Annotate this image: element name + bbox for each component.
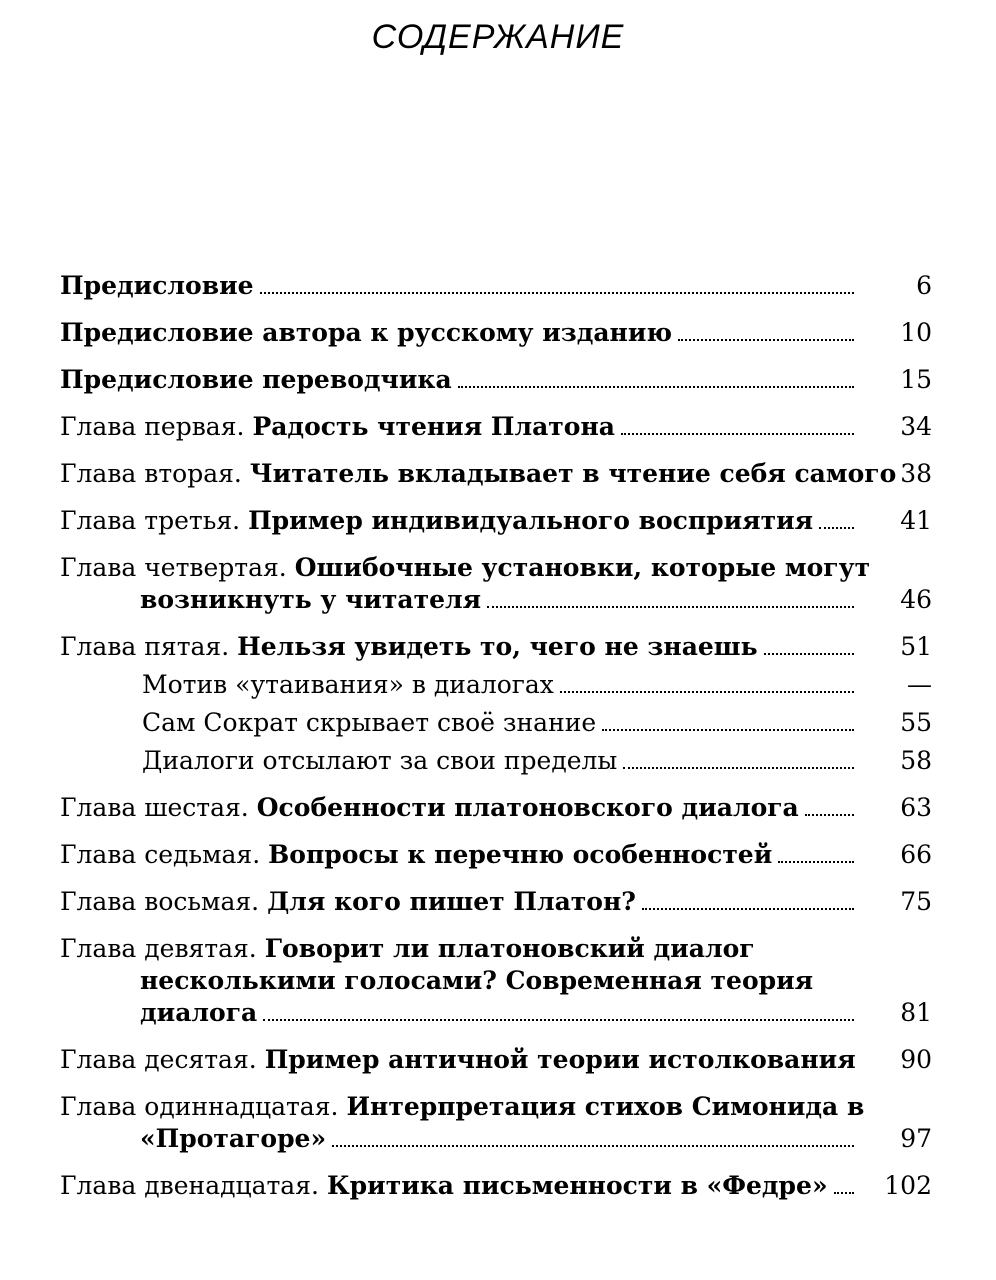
entry-title: Вопросы к перечню особенностей — [268, 840, 773, 869]
toc-entry-line — [142, 707, 858, 739]
toc-entry[interactable] — [60, 839, 932, 871]
page-title: СОДЕРЖАНИЕ — [371, 18, 625, 56]
entry-title: диалога — [140, 998, 258, 1027]
toc-entry-line — [60, 270, 858, 302]
toc-entry[interactable] — [60, 317, 932, 349]
page-number: 46 — [900, 585, 932, 614]
entry-title: Критика письменности в «Федре» — [326, 1171, 828, 1200]
entry-title: Интерпретация стихов Симонида в — [346, 1092, 865, 1121]
toc-entry-line — [60, 1044, 858, 1076]
page-number: 97 — [900, 1124, 932, 1153]
dot-leader — [602, 728, 854, 731]
dot-leader — [678, 338, 854, 341]
dot-leader — [834, 1191, 854, 1194]
dot-leader — [332, 1144, 854, 1147]
toc-entry-line — [142, 745, 858, 777]
dot-leader — [487, 605, 854, 608]
toc-entry-line — [60, 631, 858, 663]
dot-leader — [805, 813, 854, 816]
page-number: 10 — [900, 318, 932, 347]
toc-entry-line — [60, 886, 858, 918]
dot-leader — [458, 385, 854, 388]
chapter-label: Глава первая. — [60, 412, 245, 441]
toc-entry-line — [60, 933, 858, 965]
entry-title: Нельзя увидеть то, чего не знаешь — [237, 632, 758, 661]
entry-title: Пример индивидуального восприятия — [248, 506, 814, 535]
page-number: 41 — [900, 506, 932, 535]
entry-title: Читатель вкладывает в чтение себя самого — [249, 459, 897, 488]
dot-leader — [263, 1018, 854, 1021]
entry-title: «Протагоре» — [140, 1124, 327, 1153]
page-number: 63 — [900, 793, 932, 822]
toc-entry[interactable] — [60, 1044, 932, 1076]
dot-leader — [260, 291, 854, 294]
page-number: 75 — [900, 887, 932, 916]
toc-entry-line — [60, 1091, 865, 1123]
entry-title: Говорит ли платоновский диалог — [264, 934, 755, 963]
toc-entry-line — [60, 997, 858, 1029]
page-number: 102 — [884, 1171, 932, 1200]
toc-entry[interactable] — [60, 364, 932, 396]
chapter-label: Глава вторая. — [60, 459, 242, 488]
toc-subentry[interactable] — [60, 669, 932, 701]
entry-title: Пример античной теории истолкования — [264, 1045, 856, 1074]
chapter-label: Глава третья. — [60, 506, 241, 535]
toc-entry[interactable] — [60, 270, 932, 302]
toc-entry-line — [60, 364, 858, 396]
dot-leader — [621, 432, 854, 435]
entry-title: Мотив «утаивания» в диалогах — [142, 670, 554, 699]
dot-leader — [778, 860, 854, 863]
entry-title: Особенности платоновского диалога — [256, 793, 799, 822]
chapter-label: Глава шестая. — [60, 793, 249, 822]
dot-leader — [764, 652, 854, 655]
entry-title: возникнуть у читателя — [140, 585, 482, 614]
toc-subentry[interactable] — [60, 707, 932, 739]
toc-entry[interactable] — [60, 792, 932, 824]
entry-title: Для кого пишет Платон? — [267, 887, 636, 916]
toc-entry-line — [60, 965, 858, 997]
toc-entry[interactable] — [60, 552, 932, 616]
toc-entry-line — [60, 1123, 858, 1155]
dot-leader — [819, 526, 854, 529]
chapter-label: Глава седьмая. — [60, 840, 261, 869]
entry-title: Предисловие автора к русскому изданию — [60, 318, 673, 347]
entry-title: Ошибочные установки, которые могут — [294, 553, 871, 582]
toc-entry[interactable] — [60, 1170, 932, 1202]
toc-entry-line — [60, 458, 897, 490]
page-number: — — [907, 670, 932, 699]
toc-entry[interactable] — [60, 1091, 932, 1155]
table-of-contents — [60, 270, 932, 1202]
toc-entry[interactable] — [60, 411, 932, 443]
toc-subentry[interactable] — [60, 745, 932, 777]
dot-leader — [642, 907, 854, 910]
page-number: 6 — [916, 271, 932, 300]
entry-title: Сам Сократ скрывает своё знание — [142, 708, 597, 737]
entry-title: Предисловие переводчика — [60, 365, 452, 394]
chapter-label: Глава восьмая. — [60, 887, 260, 916]
toc-entry-line — [142, 669, 858, 701]
toc-entry-line — [60, 584, 858, 616]
dot-leader — [560, 690, 854, 693]
toc-entry-line — [60, 792, 858, 824]
page-number: 55 — [900, 708, 932, 737]
chapter-label: Глава двенадцатая. — [60, 1171, 319, 1200]
toc-entry[interactable] — [60, 631, 932, 663]
entry-title: Предисловие — [60, 271, 254, 300]
page-number: 38 — [900, 459, 932, 488]
chapter-label: Глава одиннадцатая. — [60, 1092, 339, 1121]
toc-entry-line — [60, 552, 871, 584]
page-number: 81 — [900, 998, 932, 1027]
page-number: 15 — [900, 365, 932, 394]
chapter-label: Глава десятая. — [60, 1045, 257, 1074]
entry-title: Радость чтения Платона — [252, 412, 615, 441]
entry-title: Диалоги отсылают за свои пределы — [142, 746, 618, 775]
page-number: 58 — [900, 746, 932, 775]
chapter-label: Глава девятая. — [60, 934, 257, 963]
page-number: 34 — [900, 412, 932, 441]
page-number: 66 — [900, 840, 932, 869]
toc-entry-line — [60, 1170, 858, 1202]
entry-title: несколькими голосами? Современная теория — [140, 966, 814, 995]
toc-entry[interactable] — [60, 505, 932, 537]
toc-entry[interactable] — [60, 886, 932, 918]
page-number: 90 — [900, 1045, 932, 1074]
chapter-label: Глава пятая. — [60, 632, 230, 661]
toc-entry[interactable] — [60, 933, 932, 1029]
toc-entry-line — [60, 317, 858, 349]
toc-entry-line — [60, 839, 858, 871]
chapter-label: Глава четвертая. — [60, 553, 287, 582]
page-number: 51 — [900, 632, 932, 661]
dot-leader — [623, 766, 854, 769]
toc-entry-line — [60, 411, 858, 443]
toc-entry-line — [60, 505, 858, 537]
toc-entry[interactable] — [60, 458, 932, 490]
